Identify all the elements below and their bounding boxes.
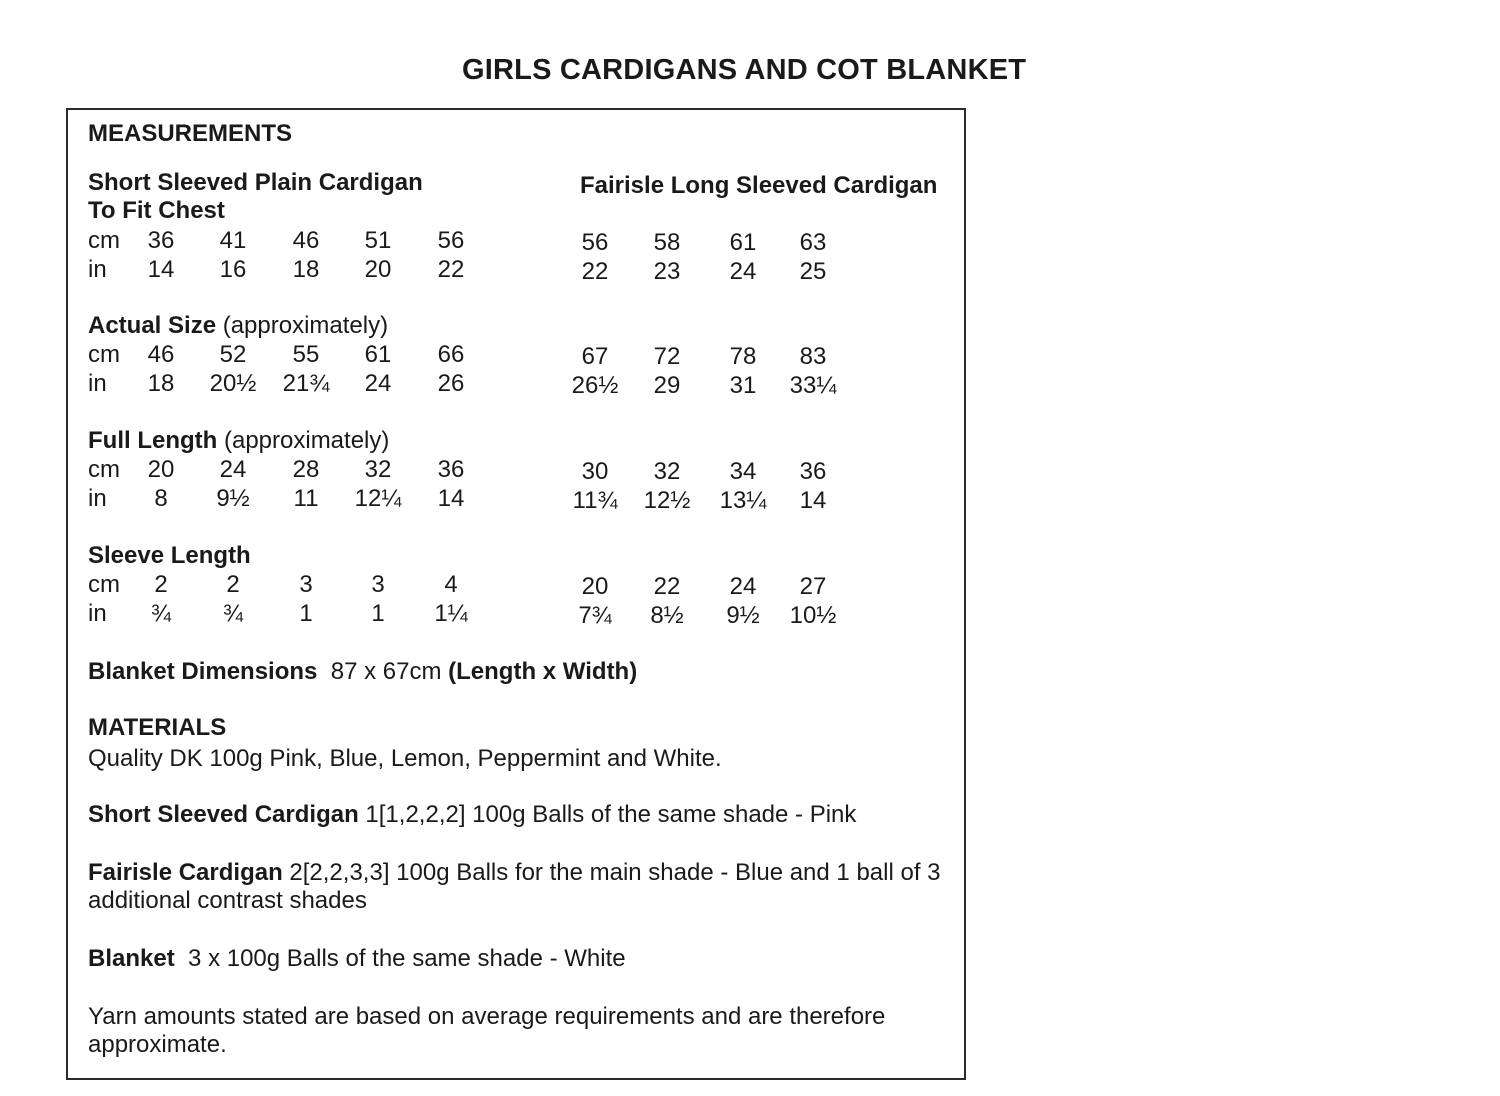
measurements-heading: MEASUREMENTS <box>88 120 293 147</box>
fairisle-value: 8½ <box>650 602 684 629</box>
short-sleeved-value: 20 <box>147 456 175 483</box>
fairisle-value: 78 <box>729 343 757 370</box>
short-sleeved-value: 14 <box>437 485 465 512</box>
short-sleeved-value: ¾ <box>150 600 172 627</box>
short-sleeved-value: 18 <box>147 370 175 397</box>
materials-note: Yarn amounts stated are based on average requirements and are therefore approximate. <box>88 1003 886 1058</box>
fairisle-value: 72 <box>653 343 681 370</box>
short-sleeved-value: ¾ <box>222 600 244 627</box>
fairisle-value: 56 <box>581 229 609 256</box>
short-sleeved-value: 26 <box>437 370 465 397</box>
unit-label: in <box>88 370 107 397</box>
document-title: GIRLS CARDIGANS AND COT BLANKET <box>462 54 1027 86</box>
short-sleeved-value: 46 <box>292 227 320 254</box>
section-label-note: (approximately) <box>217 427 390 454</box>
short-sleeved-value: 2 <box>226 571 240 598</box>
short-sleeved-value: 51 <box>364 227 392 254</box>
blanket-dimensions-value: 87 x 67cm <box>330 658 442 685</box>
unit-label: cm <box>88 571 120 598</box>
fairisle-value: 11¾ <box>572 487 618 514</box>
unit-label: cm <box>88 456 120 483</box>
materials-short-label: Short Sleeved Cardigan <box>88 801 359 828</box>
section-label-sleeve-length <box>88 542 251 570</box>
section-label-chest <box>88 197 225 225</box>
blanket-dimensions-suffix: (Length x Width) <box>448 658 638 685</box>
fairisle-value: 7¾ <box>578 602 612 629</box>
materials-quality: Quality DK 100g Pink, Blue, Lemon, Peppermint and White. <box>88 745 722 772</box>
section-label-text: Actual Size <box>88 312 217 339</box>
section-label-note: (approximately) <box>216 312 389 339</box>
section-label-text: Sleeve Length <box>88 542 251 569</box>
short-sleeved-value: 55 <box>292 341 320 368</box>
section-label-actual-size <box>88 312 388 340</box>
short-sleeved-value: 3 <box>371 571 385 598</box>
fairisle-value: 58 <box>653 229 681 256</box>
fairisle-value: 22 <box>653 573 681 600</box>
short-sleeved-value: 52 <box>219 341 247 368</box>
short-sleeved-value: 36 <box>147 227 175 254</box>
short-sleeved-value: 1 <box>299 600 313 627</box>
short-sleeved-value: 20 <box>364 256 392 283</box>
fairisle-value: 27 <box>799 573 827 600</box>
fairisle-value: 83 <box>799 343 827 370</box>
unit-label: cm <box>88 341 120 368</box>
fairisle-value: 20 <box>581 573 609 600</box>
short-sleeved-value: 41 <box>219 227 247 254</box>
short-sleeved-value: 1¼ <box>434 600 468 627</box>
fairisle-value: 9½ <box>726 602 760 629</box>
materials-fairisle-text: 2[2,2,3,3] 100g Balls for the main shade - Blue and 1 ball of 3 additional contrast shades <box>88 859 941 914</box>
short-sleeved-value: 28 <box>292 456 320 483</box>
fairisle-value: 33¼ <box>789 372 837 399</box>
short-sleeved-value: 22 <box>437 256 465 283</box>
short-sleeved-value: 24 <box>364 370 392 397</box>
short-sleeved-value: 4 <box>444 571 458 598</box>
fairisle-value: 14 <box>799 487 827 514</box>
short-sleeved-value: 3 <box>299 571 313 598</box>
materials-heading: MATERIALS <box>88 714 227 741</box>
short-sleeved-value: 18 <box>292 256 320 283</box>
short-sleeved-value: 24 <box>219 456 247 483</box>
measurements-box <box>66 108 966 1080</box>
fairisle-value: 25 <box>799 258 827 285</box>
fairisle-value: 32 <box>653 458 681 485</box>
materials-blanket-label: Blanket <box>88 945 175 972</box>
right-garment-title: Fairisle Long Sleeved Cardigan <box>580 172 938 199</box>
left-garment-title: Short Sleeved Plain Cardigan <box>88 169 423 196</box>
short-sleeved-value: 56 <box>437 227 465 254</box>
materials-short-text: 1[1,2,2,2] 100g Balls of the same shade - Pink <box>358 801 857 828</box>
section-label-text: Full Length <box>88 427 218 454</box>
section-label-full-length <box>88 427 389 455</box>
fairisle-value: 10½ <box>789 602 837 629</box>
short-sleeved-value: 61 <box>364 341 392 368</box>
fairisle-value: 30 <box>581 458 609 485</box>
fairisle-value: 34 <box>729 458 757 485</box>
short-sleeved-value: 12¼ <box>354 485 402 512</box>
short-sleeved-value: 14 <box>147 256 175 283</box>
unit-label: in <box>88 485 107 512</box>
materials-fairisle <box>88 859 958 915</box>
short-sleeved-value: 21¾ <box>282 370 330 397</box>
fairisle-value: 36 <box>799 458 827 485</box>
short-sleeved-value: 20½ <box>209 370 257 397</box>
short-sleeved-value: 66 <box>437 341 465 368</box>
unit-label: cm <box>88 227 120 254</box>
short-sleeved-value: 2 <box>154 571 168 598</box>
fairisle-value: 13¼ <box>719 487 767 514</box>
short-sleeved-value: 9½ <box>216 485 250 512</box>
materials-blanket <box>88 945 958 973</box>
short-sleeved-value: 32 <box>364 456 392 483</box>
unit-label: in <box>88 256 107 283</box>
fairisle-value: 22 <box>581 258 609 285</box>
fairisle-value: 63 <box>799 229 827 256</box>
short-sleeved-value: 16 <box>219 256 247 283</box>
blanket-dimensions <box>88 658 637 686</box>
fairisle-value: 24 <box>729 258 757 285</box>
fairisle-value: 67 <box>581 343 609 370</box>
short-sleeved-value: 1 <box>371 600 385 627</box>
short-sleeved-value: 11 <box>293 485 319 512</box>
unit-label: in <box>88 600 107 627</box>
short-sleeved-value: 46 <box>147 341 175 368</box>
materials-blanket-text: 3 x 100g Balls of the same shade - White <box>188 945 626 972</box>
fairisle-value: 12½ <box>643 487 691 514</box>
section-label-text: To Fit Chest <box>88 197 225 224</box>
fairisle-value: 24 <box>729 573 757 600</box>
fairisle-value: 31 <box>729 372 757 399</box>
blanket-dimensions-label: Blanket Dimensions <box>88 658 318 685</box>
materials-short-sleeved <box>88 801 958 829</box>
materials-fairisle-label: Fairisle Cardigan <box>88 859 283 886</box>
fairisle-value: 26½ <box>571 372 619 399</box>
fairisle-value: 29 <box>653 372 681 399</box>
short-sleeved-value: 36 <box>437 456 465 483</box>
fairisle-value: 61 <box>729 229 757 256</box>
fairisle-value: 23 <box>653 258 681 285</box>
short-sleeved-value: 8 <box>154 485 168 512</box>
